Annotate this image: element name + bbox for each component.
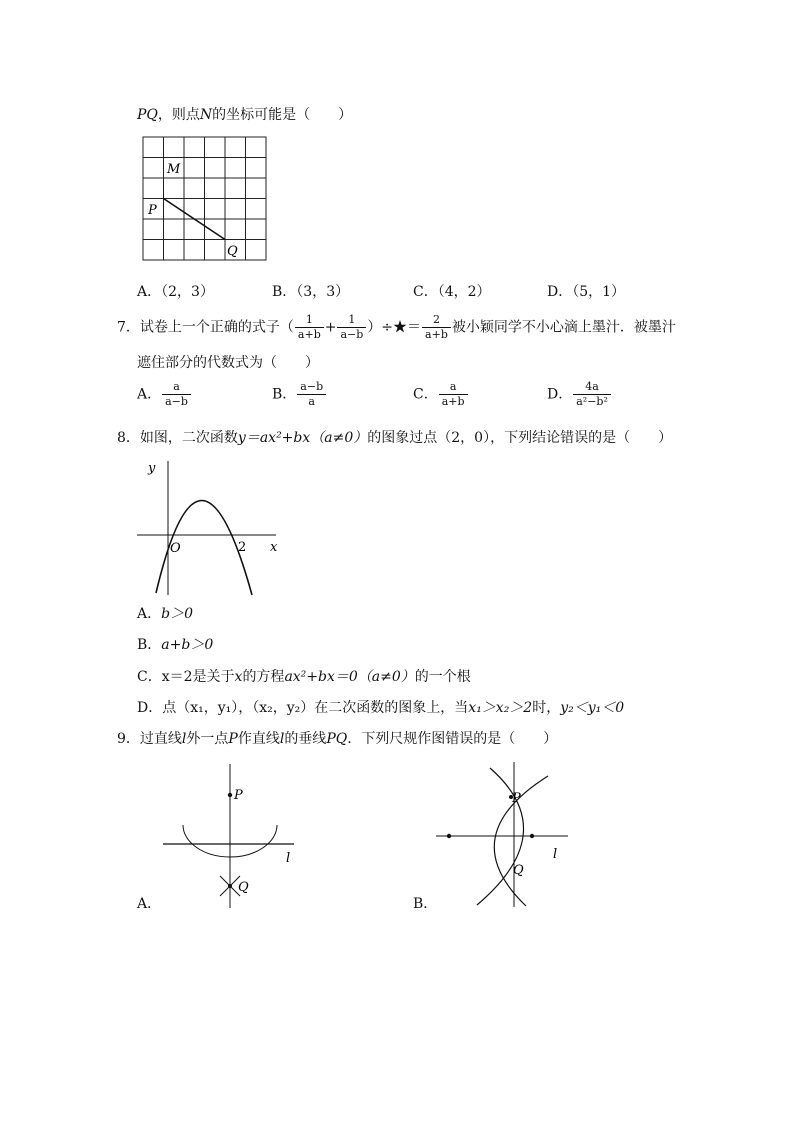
fig-b-label-p: P (512, 791, 521, 806)
fig-b-label-l: l (553, 847, 558, 862)
q7-fraction-2: $\frac{1}{a-b}$ (337, 313, 366, 342)
arc-left (494, 776, 548, 906)
q6-option-d: D．（5，1） (547, 284, 626, 300)
q7-plus: + (324, 319, 337, 336)
q6-stem (137, 104, 352, 124)
q9-stem: 9．过直线l外一点P作直线l的垂线PQ．下列尺规作图错误的是（ ） (117, 731, 558, 747)
fig-a-label-p: P (234, 788, 243, 803)
q8-number: 8． (117, 430, 140, 446)
q8-option-a: A．b＞0 (137, 606, 193, 622)
point-p (228, 793, 232, 797)
q7-option-a: A． $\frac{a}{a-b}$ (137, 380, 192, 409)
point-right (530, 834, 534, 838)
q7-number: 7． (117, 319, 140, 336)
q9-option-b: B． (413, 896, 438, 912)
origin-label: O (170, 541, 181, 556)
q6-grid-figure (140, 134, 272, 264)
q7-fraction-3: $\frac{2}{a+b}$ (422, 313, 451, 342)
label-q: Q (227, 244, 238, 259)
q7-option-d: D． $\frac{4a}{\text{a²−b²}}$ (547, 380, 612, 409)
q7-option-b: B． $\frac{a-b}{a}$ (272, 380, 327, 409)
q7-stem-line1 (117, 313, 676, 342)
q7-fraction-1: $\frac{1}{a+b}$ (295, 313, 324, 342)
q6-option-a: A．（2，3） (137, 284, 214, 300)
q9-figure-b (433, 760, 581, 910)
q8-stem (117, 427, 672, 447)
q8-option-b: B．a+b＞0 (137, 637, 214, 653)
fig-a-label-q: Q (238, 880, 249, 895)
q8-option-d: D．点（x₁，y₁），（x₂，y₂）在二次函数的图象上，当x₁＞x₂＞2时，y₂＜y₁＜0 (137, 700, 625, 716)
q9-number: 9． (117, 731, 140, 747)
q7-stem-a: 试卷上一个正确的式子（ (139, 319, 294, 336)
q7-stem-b: ）÷★＝ (367, 319, 422, 336)
q6-stem-tail: 的坐标可能是（ ） (212, 107, 353, 123)
fig-a-label-l: l (286, 851, 291, 866)
q6-stem-n: N (199, 107, 213, 123)
label-p: P (148, 203, 157, 218)
point-left (447, 834, 451, 838)
q6-option-c: C．（4，2） (413, 284, 491, 300)
label-m: M (167, 162, 181, 177)
q8-stem-a: 如图，二次函数 (139, 430, 238, 446)
q6-stem-pq: PQ (137, 107, 158, 123)
q9-option-a: A． (137, 896, 162, 912)
q7-stem-c: 被小颖同学不小心滴上墨汁．被墨汁 (451, 319, 676, 336)
q8-stem-b: 的图象过点（2，0），下列结论错误的是（ ） (367, 430, 673, 446)
q7-stem-line2: 遮住部分的代数式为（ ） (137, 355, 319, 371)
q9-figure-a (158, 762, 308, 910)
root-label-2: 2 (238, 540, 247, 555)
axis-label-x: x (270, 540, 278, 555)
q6-option-b: B．（3，3） (272, 284, 350, 300)
q6-stem-text: ，则点 (157, 107, 200, 123)
q8-option-c: C．x＝2是关于x的方程ax²+bx＝0（a≠0）的一个根 (137, 669, 471, 685)
q8-parabola-figure (134, 455, 294, 597)
q8-stem-eq: y＝ax²+bx（a≠0） (237, 430, 368, 446)
axis-label-y: y (148, 461, 156, 476)
grid-lines (143, 137, 266, 260)
point-q (228, 884, 232, 888)
fig-b-label-q: Q (513, 863, 524, 878)
q7-option-c: C． $\frac{a}{a+b}$ (413, 380, 469, 409)
